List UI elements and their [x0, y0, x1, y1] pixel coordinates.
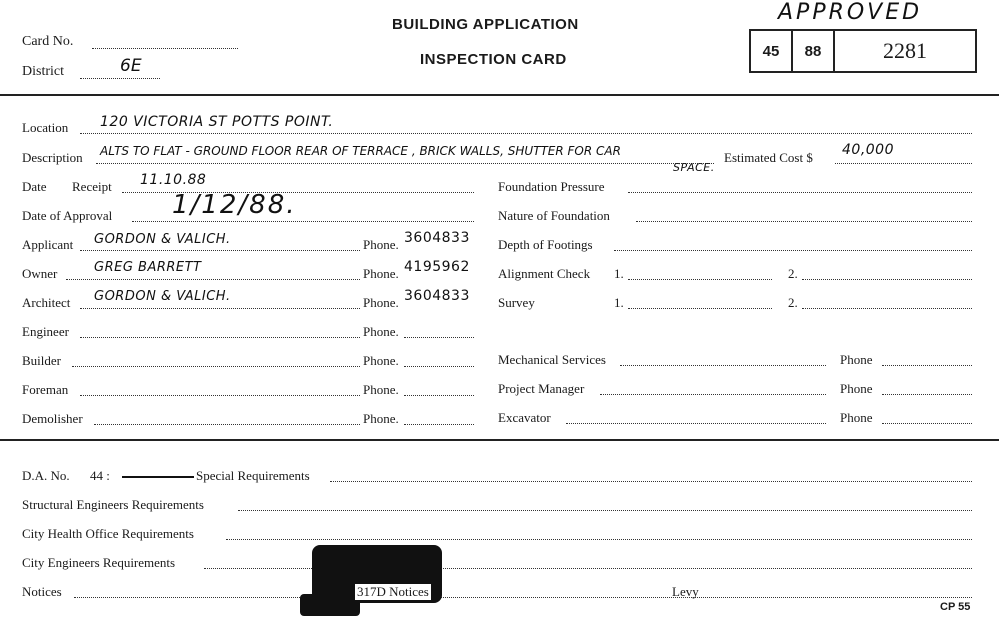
- owner-phone-label: Phone.: [363, 266, 399, 281]
- architect-phone-value: 3604833: [404, 288, 470, 304]
- excavator-line: [566, 423, 826, 424]
- receipt-date-value: 11.10.88: [140, 172, 207, 188]
- number-box-cell-3: 2281: [883, 38, 927, 63]
- excavator-phone-label: Phone: [840, 410, 873, 425]
- location-value: 120 VICTORIA ST POTTS POINT.: [100, 114, 334, 130]
- da-no-value: 44 :: [90, 468, 110, 483]
- nature-of-foundation-line: [636, 221, 972, 222]
- estimated-cost-label: Estimated Cost $: [724, 150, 813, 165]
- estimated-cost-value: 40,000: [842, 142, 894, 158]
- architect-label: Architect: [22, 295, 71, 310]
- levy-label: Levy: [672, 584, 699, 599]
- owner-line: [66, 279, 360, 280]
- applicant-value: GORDON & VALICH.: [94, 232, 231, 247]
- alignment-check-label: Alignment Check: [498, 266, 591, 281]
- special-requirements-label: Special Requirements: [196, 468, 310, 483]
- form-title-line1: BUILDING APPLICATION: [392, 16, 579, 33]
- owner-phone-value: 4195962: [404, 259, 470, 275]
- survey-1-label: 1.: [614, 295, 624, 310]
- city-health-label: City Health Office Requirements: [22, 526, 194, 541]
- survey-1-line: [628, 308, 772, 309]
- application-number-box: [749, 29, 977, 73]
- location-label: Location: [22, 120, 69, 135]
- depth-of-footings-label: Depth of Footings: [498, 237, 593, 252]
- number-box-cell-1: 45: [762, 42, 780, 60]
- estimated-cost-line: [835, 163, 972, 164]
- location-line: [80, 133, 972, 134]
- architect-value: GORDON & VALICH.: [94, 289, 231, 304]
- date-of-approval-value: 1/12/88.: [172, 190, 297, 220]
- section-rule: [0, 439, 999, 441]
- engineer-line: [80, 337, 360, 338]
- approved-stamp: APPROVED: [778, 0, 923, 25]
- excavator-label: Excavator: [498, 410, 551, 425]
- da-no-stroke: [122, 476, 194, 478]
- alignment-check-1-line: [628, 279, 772, 280]
- special-requirements-line: [330, 481, 972, 482]
- nature-of-foundation-label: Nature of Foundation: [498, 208, 610, 223]
- structural-engineers-label: Structural Engineers Requirements: [22, 497, 204, 512]
- applicant-phone-value: 3604833: [404, 230, 470, 246]
- demolisher-phone-line: [404, 424, 474, 425]
- applicant-line: [80, 250, 360, 251]
- survey-2-label: 2.: [788, 295, 798, 310]
- mechanical-phone-label: Phone: [840, 352, 873, 367]
- alignment-check-2-label: 2.: [788, 266, 798, 281]
- form-title-line2: INSPECTION CARD: [420, 51, 567, 68]
- date-label: Date: [22, 179, 47, 194]
- survey-label: Survey: [498, 295, 535, 310]
- date-of-approval-label: Date of Approval: [22, 208, 113, 223]
- engineer-phone-line: [404, 337, 474, 338]
- alignment-check-1-label: 1.: [614, 266, 624, 281]
- foreman-line: [80, 395, 360, 396]
- owner-value: GREG BARRETT: [94, 260, 202, 275]
- da-no-label: D.A. No.: [22, 468, 70, 483]
- foundation-pressure-label: Foundation Pressure: [498, 179, 605, 194]
- excavator-phone-line: [882, 423, 972, 424]
- receipt-label: Receipt: [72, 179, 112, 194]
- project-manager-phone-label: Phone: [840, 381, 873, 396]
- project-manager-line: [600, 394, 826, 395]
- engineer-phone-label: Phone.: [363, 324, 399, 339]
- demolisher-phone-label: Phone.: [363, 411, 399, 426]
- mechanical-phone-line: [882, 365, 972, 366]
- builder-phone-line: [404, 366, 474, 367]
- survey-2-line: [802, 308, 972, 309]
- builder-label: Builder: [22, 353, 61, 368]
- alignment-check-2-line: [802, 279, 972, 280]
- depth-of-footings-line: [614, 250, 972, 251]
- architect-phone-label: Phone.: [363, 295, 399, 310]
- district-value: 6E: [120, 56, 142, 76]
- project-manager-label: Project Manager: [498, 381, 585, 396]
- description-label: Description: [22, 150, 83, 165]
- foundation-pressure-line: [628, 192, 972, 193]
- builder-line: [72, 366, 360, 367]
- owner-label: Owner: [22, 266, 58, 281]
- notices-label: Notices: [22, 584, 62, 599]
- ink-smudge: [300, 594, 360, 616]
- builder-phone-label: Phone.: [363, 353, 399, 368]
- foreman-label: Foreman: [22, 382, 69, 397]
- foreman-phone-label: Phone.: [363, 382, 399, 397]
- mechanical-services-label: Mechanical Services: [498, 352, 606, 367]
- structural-engineers-line: [238, 510, 972, 511]
- applicant-phone-label: Phone.: [363, 237, 399, 252]
- mechanical-services-line: [620, 365, 826, 366]
- district-line: [80, 78, 160, 79]
- city-health-line: [226, 539, 972, 540]
- district-label: District: [22, 64, 64, 79]
- project-manager-phone-line: [882, 394, 972, 395]
- notices-code: 317D Notices: [357, 584, 429, 599]
- notices-line: [74, 597, 972, 598]
- description-value-continued: SPACE.: [673, 161, 715, 174]
- number-box-cell-2: 88: [804, 42, 822, 60]
- applicant-label: Applicant: [22, 237, 74, 252]
- demolisher-line: [94, 424, 360, 425]
- header-rule: [0, 94, 999, 96]
- engineer-label: Engineer: [22, 324, 69, 339]
- architect-line: [80, 308, 360, 309]
- date-of-approval-line: [132, 221, 474, 222]
- form-code: CP 55: [940, 601, 971, 613]
- city-engineers-label: City Engineers Requirements: [22, 555, 176, 570]
- description-value: ALTS TO FLAT - GROUND FLOOR REAR OF TERRACE , BRICK WALLS, SHUTTER FOR CAR: [100, 144, 621, 158]
- foreman-phone-line: [404, 395, 474, 396]
- demolisher-label: Demolisher: [22, 411, 83, 426]
- description-line: [96, 163, 714, 164]
- card-no-label: Card No.: [22, 34, 74, 49]
- card-no-line: [92, 48, 238, 49]
